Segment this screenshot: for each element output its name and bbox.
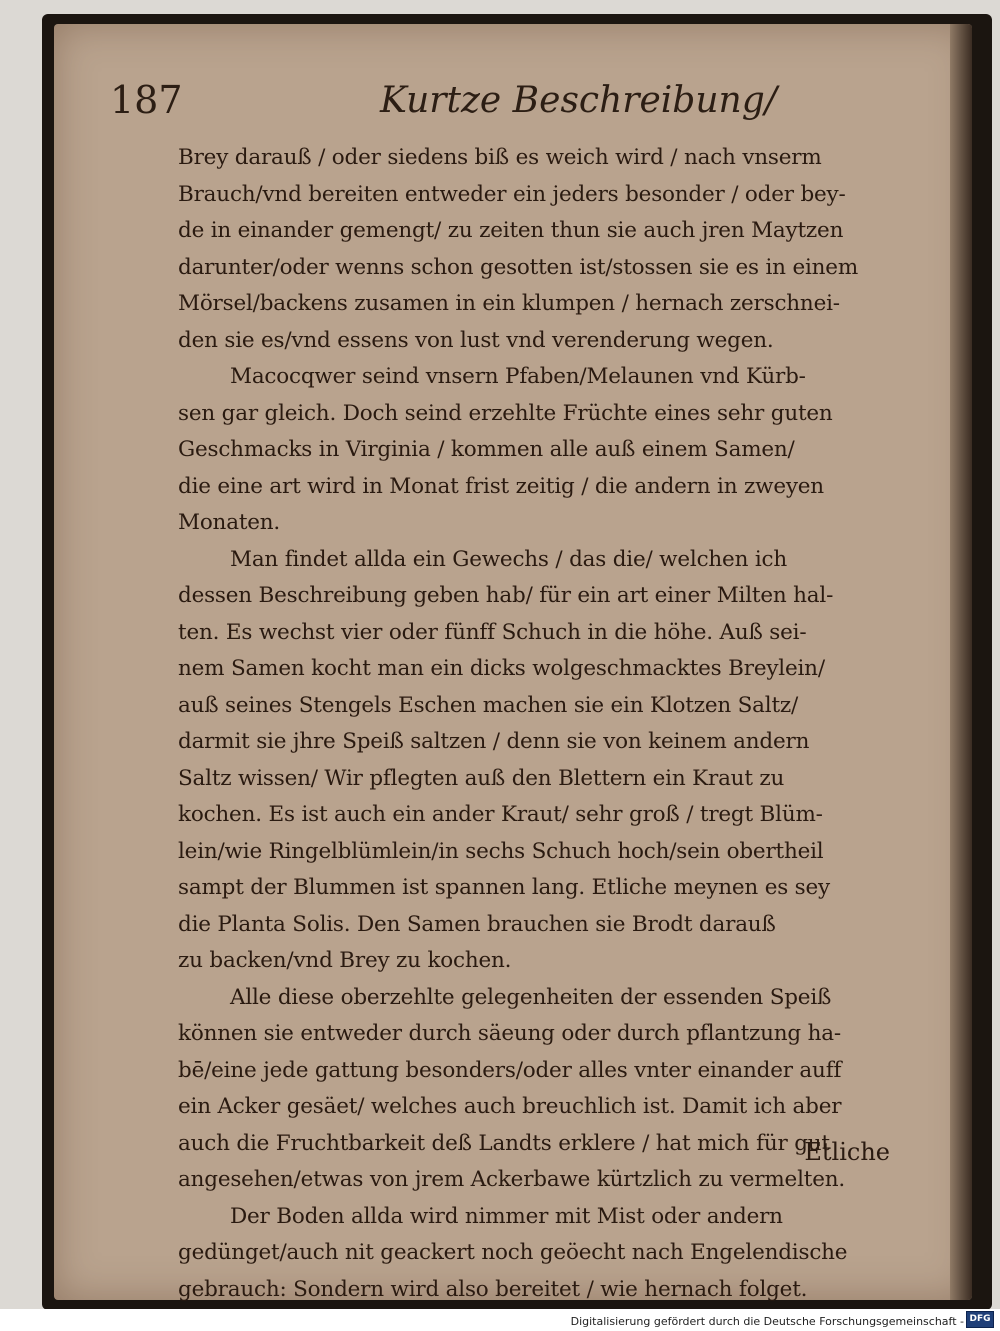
text-line: nem Samen kocht man ein dicks wolgeschmacktes Breylein/	[178, 656, 825, 681]
text-line: de in einander gemengt/ zu zeiten thun sie auch jren Maytzen	[178, 218, 844, 243]
text-line: Geschmacks in Virginia / kommen alle auß einem Samen/	[178, 437, 795, 462]
text-line: auch die Fruchtbarkeit deß Landts erklere / hat mich für gut	[178, 1130, 830, 1156]
text-line: ein Acker gesäet/ welches auch breuchlich ist. Damit ich aber	[178, 1094, 842, 1119]
funding-credit: Digitalisierung gefördert durch die Deutsche Forschungsgemeinschaft -	[570, 1315, 964, 1328]
text-line: Brey darauß / oder siedens biß es weich wird / nach vnserm	[178, 145, 822, 170]
page-number: 187	[110, 78, 183, 122]
text-line: Macocqwer seind vnsern Pfaben/Melaunen vnd Kürb-	[230, 364, 806, 389]
text-line: ten. Es wechst vier oder fünff Schuch in die höhe. Auß sei-	[178, 619, 807, 645]
text-line: auß seines Stengels Eschen machen sie ein Klotzen Saltz/	[178, 692, 799, 718]
running-title: Kurtze Beschreibung/	[380, 80, 777, 121]
text-line: gedünget/auch nit geackert noch geöecht nach Engelendische	[178, 1240, 848, 1265]
text-line: darunter/oder wenns schon gesotten ist/stossen sie es in einem	[178, 254, 859, 280]
text-line: angesehen/etwas von jrem Ackerbawe kürtzlich zu vermelten.	[178, 1167, 846, 1192]
body-text	[178, 140, 908, 1308]
page-gutter	[950, 24, 972, 1300]
text-line: lein/wie Ringelblümlein/in sechs Schuch hoch/sein obertheil	[178, 838, 824, 864]
text-line: Alle diese oberzehlte gelegenheiten der essenden Speiß	[230, 984, 832, 1010]
text-line: sen gar gleich. Doch seind erzehlte Früchte eines sehr guten	[178, 400, 833, 426]
text-line: kochen. Es ist auch ein ander Kraut/ sehr groß / tregt Blüm-	[178, 802, 823, 827]
text-line: den sie es/vnd essens von lust vnd verenderung wegen.	[178, 327, 774, 353]
text-line: bē/eine jede gattung besonders/oder alles vnter einander auff	[178, 1057, 842, 1083]
dfg-logo-icon: DFG	[966, 1311, 994, 1328]
footer-bar	[0, 1309, 1000, 1331]
text-line: die Planta Solis. Den Samen brauchen sie Brodt darauß	[178, 911, 776, 937]
text-line: sampt der Blummen ist spannen lang. Etliche meynen es sey	[178, 875, 830, 900]
text-line: darmit sie jhre Speiß saltzen / denn sie von keinem andern	[178, 729, 810, 754]
catchword: Etliche	[804, 1138, 890, 1166]
text-line: dessen Beschreibung geben hab/ für ein art einer Milten hal-	[178, 583, 834, 608]
text-line: Man findet allda ein Gewechs / das die/ welchen ich	[230, 546, 788, 572]
text-line: können sie entweder durch säeung oder durch pflantzung ha-	[178, 1021, 841, 1046]
text-line: gebrauch: Sondern wird also bereitet / wie hernach folget.	[178, 1276, 808, 1302]
text-line: Der Boden allda wird nimmer mit Mist oder andern	[230, 1203, 783, 1229]
text-line: Mörsel/backens zusamen in ein klumpen / hernach zerschnei-	[178, 291, 840, 316]
text-line: die eine art wird in Monat frist zeitig / die andern in zweyen	[178, 473, 824, 499]
text-line: Brauch/vnd bereiten entweder ein jeders besonder / oder bey-	[178, 181, 846, 207]
text-line: zu backen/vnd Brey zu kochen.	[178, 948, 512, 973]
text-line: Saltz wissen/ Wir pflegten auß den Blettern ein Kraut zu	[178, 765, 785, 791]
text-line: Monaten.	[178, 510, 281, 535]
